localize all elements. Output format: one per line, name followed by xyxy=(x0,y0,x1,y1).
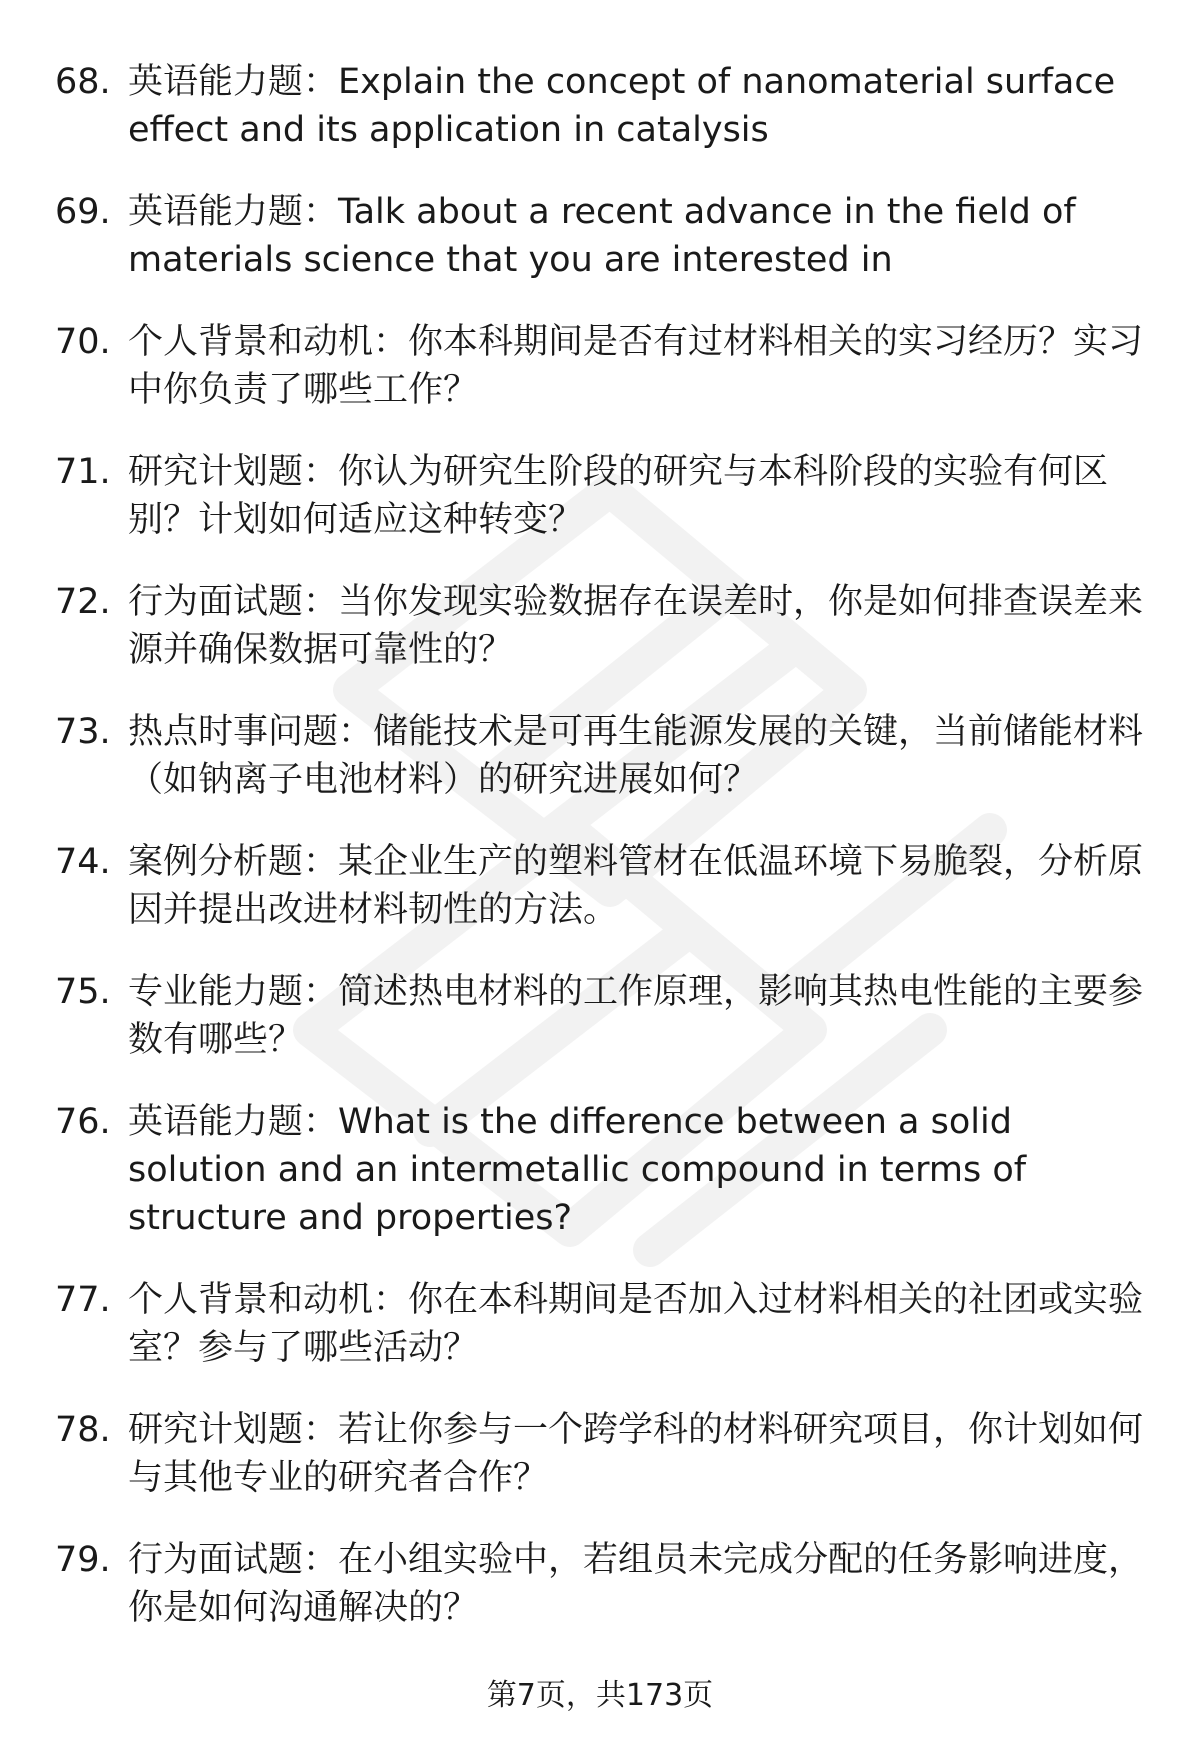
question-text: 行为面试题：在小组实验中，若组员未完成分配的任务影响进度，你是如何沟通解决的？ xyxy=(128,1540,1144,1628)
list-item xyxy=(0,1406,1200,1502)
question-text: 英语能力题：Explain the concept of nanomaterial surface effect and its application in catalysis xyxy=(128,62,1116,150)
question-number: 72. xyxy=(55,582,111,622)
question-text: 案例分析题：某企业生产的塑料管材在低温环境下易脆裂，分析原因并提出改进材料韧性的方法。 xyxy=(128,842,1144,930)
list-item xyxy=(0,448,1200,544)
question-number: 77. xyxy=(55,1280,111,1320)
question-text: 热点时事问题：储能技术是可再生能源发展的关键，当前储能材料（如钠离子电池材料）的研究进展如何？ xyxy=(128,712,1144,800)
list-item xyxy=(0,58,1200,154)
page-footer: 第7页，共173页 xyxy=(486,1678,714,1713)
question-text: 个人背景和动机：你在本科期间是否加入过材料相关的社团或实验室？参与了哪些活动？ xyxy=(128,1280,1144,1368)
question-text: 研究计划题：若让你参与一个跨学科的材料研究项目，你计划如何与其他专业的研究者合作？ xyxy=(128,1410,1144,1498)
question-list xyxy=(0,58,1200,1666)
list-item xyxy=(0,708,1200,804)
question-text: 英语能力题：What is the difference between a solid solution and an intermetallic compound in terms of structure and properties? xyxy=(128,1102,1027,1238)
question-number: 75. xyxy=(55,972,111,1012)
list-item xyxy=(0,1536,1200,1632)
list-item xyxy=(0,1276,1200,1372)
question-text: 英语能力题：Talk about a recent advance in the field of materials science that you are interested in xyxy=(128,192,1076,280)
question-text: 个人背景和动机：你本科期间是否有过材料相关的实习经历？实习中你负责了哪些工作？ xyxy=(128,322,1144,410)
question-number: 71. xyxy=(55,452,111,492)
question-number: 69. xyxy=(55,192,111,232)
question-number: 78. xyxy=(55,1410,111,1450)
list-item xyxy=(0,318,1200,414)
list-item xyxy=(0,578,1200,674)
list-item xyxy=(0,838,1200,934)
question-number: 76. xyxy=(55,1102,111,1142)
question-number: 79. xyxy=(55,1540,111,1580)
question-number: 73. xyxy=(55,712,111,752)
list-item xyxy=(0,1098,1200,1242)
list-item xyxy=(0,188,1200,284)
question-text: 专业能力题：简述热电材料的工作原理，影响其热电性能的主要参数有哪些？ xyxy=(128,972,1144,1060)
question-number: 74. xyxy=(55,842,111,882)
question-number: 70. xyxy=(55,322,111,362)
question-text: 行为面试题：当你发现实验数据存在误差时，你是如何排查误差来源并确保数据可靠性的？ xyxy=(128,582,1144,670)
question-number: 68. xyxy=(55,62,111,102)
question-text: 研究计划题：你认为研究生阶段的研究与本科阶段的实验有何区别？计划如何适应这种转变？ xyxy=(128,452,1109,540)
list-item xyxy=(0,968,1200,1064)
